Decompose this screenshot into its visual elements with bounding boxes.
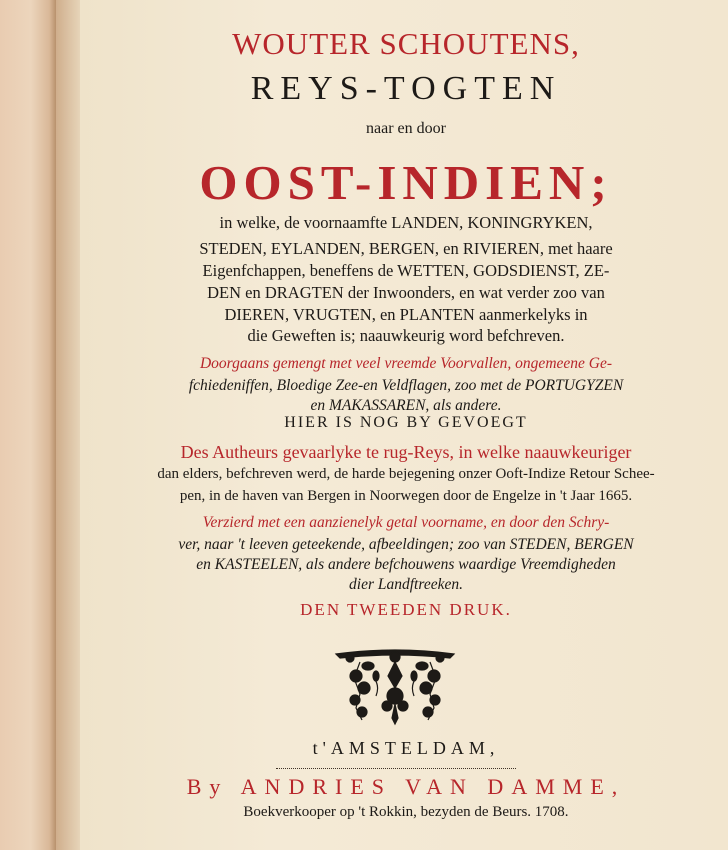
added-heading: HIER IS NOG BY GEVOEGT: [284, 414, 528, 431]
description-line: STEDEN, EYLANDEN, BERGEN, en RIVIEREN, met haare: [199, 239, 613, 258]
return-voyage-line: pen, in de haven van Bergen in Noorwegen door de Engelze in 't Jaar 1665.: [179, 488, 633, 504]
title-connector: naar en door: [366, 120, 446, 137]
imprint-divider: [276, 768, 516, 769]
floral-ornament-icon: [330, 648, 460, 726]
facing-page-edge: [0, 0, 56, 850]
illustrations-line: ver, naar 't leeven geteekende, afbeeldingen; zoo van STEDEN, BERGEN: [178, 536, 634, 553]
intermixed-line: en MAKASSAREN, als andere.: [310, 397, 502, 414]
destination-title: OOST-INDIEN;: [199, 155, 613, 210]
author-line: WOUTER SCHOUTENS,: [232, 26, 580, 61]
return-voyage-line: dan elders, befchreven werd, de harde bejegening onzer Ooft-Indize Retour Schee-: [157, 466, 655, 482]
illustrations-line: Verzierd met een aanzienelyk getal voorname, en door den Schry-: [202, 514, 610, 531]
description-line: Eigenfchappen, beneffens de WETTEN, GODSDIENST, ZE-: [202, 261, 610, 280]
imprint-address: Boekverkooper op 't Rokkin, bezyden de Beurs. 1708.: [243, 804, 569, 820]
imprint-publisher: By ANDRIES VAN DAMME,: [186, 774, 626, 799]
intermixed-line: fchiedeniffen, Bloedige Zee-en Veldflagen, zoo met de PORTUGYZEN: [188, 377, 624, 394]
return-voyage-line: Des Autheurs gevaarlyke te rug-Reys, in welke naauwkeuriger: [180, 442, 632, 462]
intermixed-line: Doorgaans gemengt met veel vreemde Voorvallen, ongemeene Ge-: [199, 355, 613, 372]
description-line: in welke, de voornaamfte LANDEN, KONINGRYKEN,: [219, 213, 593, 232]
imprint-place: t'AMSTELDAM,: [312, 738, 500, 758]
description-line: DEN en DRAGTEN der Inwoonders, en wat verder zoo van: [207, 283, 605, 302]
illustrations-line: en KASTEELEN, als andere befchouwens waardige Vreemdigheden: [196, 556, 616, 573]
description-line: die Geweften is; naauwkeurig word befchreven.: [247, 326, 565, 345]
description-line: DIEREN, VRUGTEN, en PLANTEN aanmerkelyks in: [224, 305, 588, 324]
illustrations-line: dier Landftreeken.: [349, 576, 463, 593]
main-title: REYS-TOGTEN: [250, 70, 562, 107]
edition-statement: DEN TWEEDEN DRUK.: [300, 600, 512, 619]
